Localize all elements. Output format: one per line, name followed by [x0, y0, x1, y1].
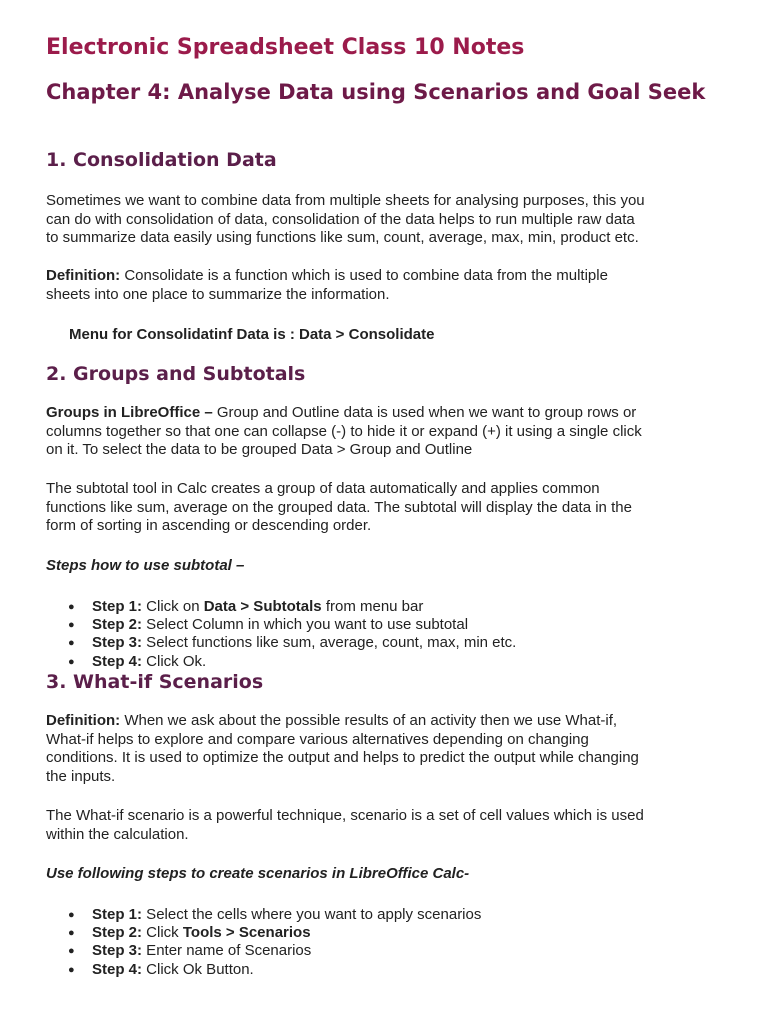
subtotal-steps-heading: [46, 557, 244, 576]
scenario-line: within the calculation.: [46, 825, 189, 843]
bullet-icon: ●: [68, 909, 75, 921]
consolidation-intro-line: to summarize data easily using functions like sum, count, average, max, min, product etc.: [46, 229, 639, 246]
bullet-icon: ●: [68, 601, 75, 613]
groups-paragraph: [46, 404, 642, 460]
bullet-icon: ●: [68, 945, 75, 958]
section-heading-consolidation: 1. Consolidation Data: [46, 149, 277, 171]
bullet-icon: ●: [68, 963, 75, 976]
bullet-icon: ●: [68, 637, 75, 650]
consolidation-intro-line: Sometimes we want to combine data from multiple sheets for analysing purposes, this you: [46, 192, 645, 209]
list-item: ● Step 2: Select Column in which you want to use subtotal: [68, 616, 469, 634]
chapter-title: Chapter 4: Analyse Data using Scenarios and Goal Seek: [46, 80, 706, 104]
groups-text: on it. To select the data to be grouped Data > Group and Outline: [46, 441, 473, 458]
definition-text: sheets into one place to summarize the information.: [46, 285, 390, 303]
menu-path-text: Menu for Consolidatinf Data is : Data > Consolidate: [69, 326, 435, 343]
definition-label: Definition:: [46, 267, 121, 284]
list-item: ● Step 3: Enter name of Scenarios: [68, 942, 312, 960]
scenario-line: The What-if scenario is a powerful technique, scenario is a set of cell values which is used: [46, 807, 644, 824]
consolidate-menu-path: [69, 326, 434, 345]
document-title: Electronic Spreadsheet Class 10 Notes: [46, 35, 525, 60]
steps-heading-text: Steps how to use subtotal –: [46, 557, 245, 574]
list-item: ● Step 3: Select functions like sum, average, count, max, min etc.: [68, 634, 517, 652]
definition-text: conditions. It is used to optimize the output and helps to predict the output while changing: [46, 749, 639, 766]
groups-label: Groups in LibreOffice –: [46, 404, 213, 421]
consolidation-intro: [46, 192, 645, 248]
scenario-steps-list: [46, 906, 481, 979]
list-item: ● Step 1: Select the cells where you want to apply scenarios: [68, 906, 482, 923]
what-if-definition: [46, 712, 639, 786]
subtotal-line: The subtotal tool in Calc creates a group of data automatically and applies common: [46, 480, 600, 497]
bullet-icon: ●: [68, 655, 75, 668]
section-heading-groups: 2. Groups and Subtotals: [46, 363, 306, 385]
subtotal-paragraph: [46, 480, 632, 536]
definition-text: the inputs.: [46, 767, 116, 785]
bullet-icon: ●: [68, 927, 75, 940]
subtotal-steps-list: [46, 598, 516, 671]
groups-text: Group and Outline data is used when we want to group rows or: [212, 404, 637, 421]
definition-text: When we ask about the possible results of an activity then we use What-if,: [120, 712, 618, 729]
list-item: ● Step 4: Click Ok.: [68, 652, 207, 670]
subtotal-line: form of sorting in ascending or descending order.: [46, 517, 372, 534]
scenario-paragraph: [46, 807, 644, 844]
scenario-steps-heading: [46, 865, 469, 884]
definition-text: What-if helps to explore and compare various alternatives depending on changing: [46, 730, 589, 748]
bullet-icon: ●: [68, 619, 75, 632]
groups-text: columns together so that one can collapse (-) to hide it or expand (+) it using a single click: [46, 422, 642, 440]
list-item: ● Step 2: Click Tools > Scenarios: [68, 924, 311, 942]
list-item: ● Step 1: Click on Data > Subtotals from menu bar: [68, 598, 424, 615]
section-heading-what-if: 3. What-if Scenarios: [46, 671, 264, 693]
definition-label: Definition:: [46, 712, 121, 729]
steps-heading-text: Use following steps to create scenarios in LibreOffice Calc-: [46, 865, 470, 882]
consolidation-intro-line: can do with consolidation of data, consolidation of the data helps to run multiple raw data: [46, 210, 635, 228]
subtotal-line: functions like sum, average on the grouped data. The subtotal will display the data in the: [46, 498, 632, 516]
definition-text: Consolidate is a function which is used to combine data from the multiple: [120, 267, 608, 284]
consolidation-definition: [46, 267, 608, 304]
list-item: ● Step 4: Click Ok Button.: [68, 960, 254, 978]
